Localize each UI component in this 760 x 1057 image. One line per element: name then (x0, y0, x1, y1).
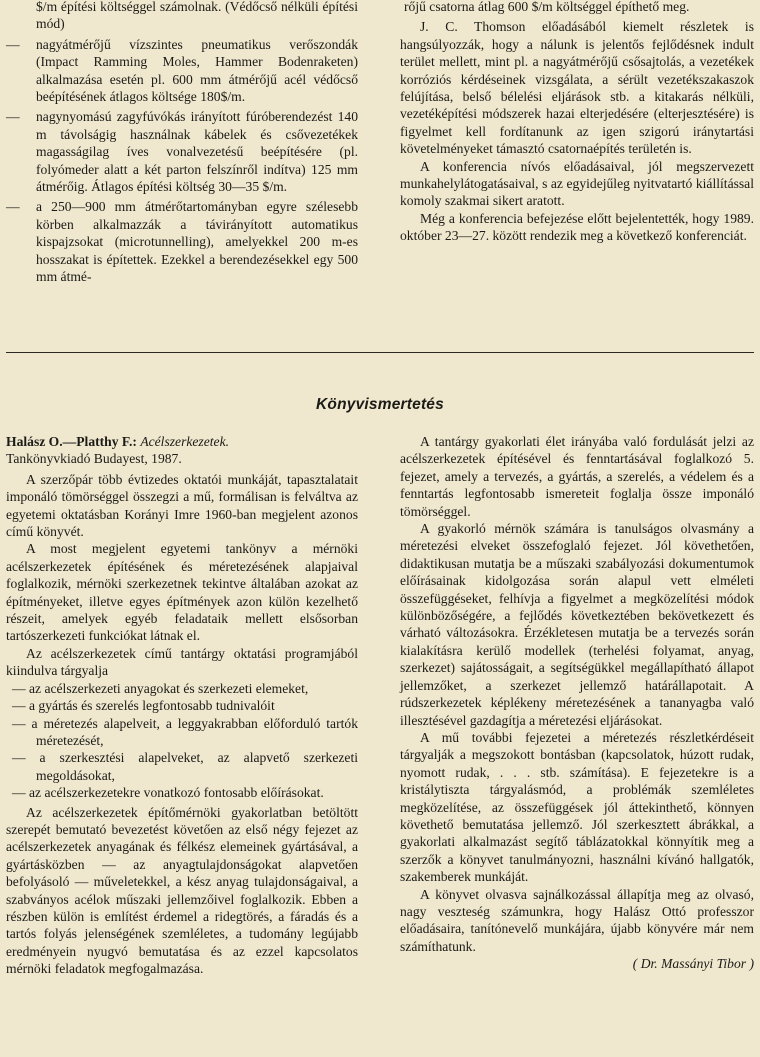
paragraph: Még a konferencia befejezése előtt bejelentették, hogy 1989. október 23—27. között rendezik meg a következő konferenciát. (400, 210, 754, 244)
paragraph: Az acélszerkezetek építőmérnöki gyakorlatban betöltött szerepét bemutató bevezetést követően az első négy fejezet az acélszerkezetek anyagának és félkész elemeinek gyártásával, a gyártásközben — az anyagtulajdonságokat alapvetően befolyásoló — műveletekkel, a kész anyag tulajdonságaival, a szabványos acélok műszaki jellemzőivel foglalkozik. Ebben a részben külön is említést érdemel a ridegtörés, a fáradás és a tartós folyás jelenségének szemléletes, a tudomány legújabb eredményein nyugvó bemutatása és az ezzel kapcsolatos mérnöki feladatok megfogalmazása. (6, 804, 358, 977)
list-item (6, 108, 358, 195)
reviewer-signature: ( Dr. Massányi Tibor ) (632, 956, 754, 972)
top-right-column (400, 0, 754, 245)
review-left-column (6, 433, 358, 978)
list-item: — a gyártás és szerelés legfontosabb tudnivalóit (12, 698, 275, 714)
section-title: Könyvismertetés (316, 396, 444, 413)
top-left-column (6, 0, 358, 286)
paragraph: J. C. Thomson előadásából kiemelt részletek is hangsúlyozzák, hogy a nálunk is jelentős fejlődésnek indult terület mellett, mint pl. a nagyátmérőjű csősajtolás, a vezetékek korróziós kérdéseinek vizsgálata, a sérült vezetékszakaszok felújítása, belső bélelési eljárások stb. a kitakarás nélküli, vezetéképítési módszerek hazai elterjedésére (elterjesztésére) is figyelmet kell fordítanunk az igen szigorú iránytartási követelményeket támasztó csatornaépítés területén is. (400, 19, 754, 157)
top-right-lead: rőjű csatorna átlag 600 $/m költséggel építhető meg. (404, 0, 690, 14)
paragraph: A konferencia nívós előadásaival, jól megszervezett munkahelylátogatásaival, s az egyidejűleg nyitvatartó kiállítással komoly szakmai sikert aratott. (400, 158, 754, 209)
book-authors: Halász O.—Platthy F.: (6, 434, 137, 449)
list-item-text: nagynyomású zagyfúvókás irányított fúróberendezést 140 m távolságig használnak kábelek és csővezetékek magasságilag íves vonalvezetésű beépítésére (pl. folyómeder alatt a két parton felszínről indítva) 125 mm átmérőig. Átlagos építési költség 30—35 $/m. (36, 109, 358, 195)
paragraph: Az acélszerkezetek című tantárgy oktatási programjából kiindulva tárgyalja (6, 645, 358, 679)
book-citation (6, 433, 358, 450)
list-item-text: a 250—900 mm átmérőtartományban egyre szélesebb körben alkalmazzák a távirányított automatikus kispajzsokat (microtunnelling), amelyekkel 200 m-es hosszakat is építettek. Ezekkel a berendezésekkel egy 500 mm átmé- (36, 199, 358, 285)
book-title: Acélszerkezetek. (140, 434, 229, 449)
dash-marker: — (6, 109, 20, 125)
top-left-lead: $/m építési költséggel számolnak. (Védőcső nélküli építési mód) (36, 0, 358, 32)
list-item: — a szerkesztési alapelveket, az alapvető szerkezeti megoldásokat, (12, 750, 358, 783)
paragraph: A gyakorló mérnök számára is tanulságos olvasmány a méretezési elveket összefoglaló fejezet. Jól követhetően, didaktikusan mutatja be a műszaki szabályozási dokumentumok előírásainak kidolgozása során alapul vett elméleti összefüggéseket, felhívja a figyelmet a megközelítési módok különbözőségére, a fejlődés következtében bekövetkezett és várható változásokra. Érzékletesen mutatja be a tervezés során kialakításra kerülő modellek (terhelési folyamat, anyag, szerkezet) sajátosságait, a segítségükkel megállapítható állapot jellemzőket, a szerkezet jellemző határállapotait. A rúdszerkezetek képlékeny méretezésének a tananyagba való illesztésével gazdagítja a méretezési eljárásokat. (400, 521, 754, 728)
dash-marker: — (6, 36, 20, 52)
book-publisher: Tankönyvkiadó Budayest, 1987. (6, 451, 182, 467)
section-divider (6, 352, 754, 353)
list-item (6, 36, 358, 106)
paragraph: A mű további fejezetei a méretezés részletkérdéseit tárgyalják a megszokott bontásban (kapcsolatok, húzott rudak, nyomott rudak, . . . stb. számítása). E fejezetekre is a kristálytiszta tárgyalásmód, a problémák szemléletes megközelítése, az összefüggések jól áttekinthető, könnyen követhető bemutatása jellemző. Jól szerkesztett ábrákkal, a gyakorlati alkalmazást segítő táblázatokkal könnyítik meg a szerzők a könyvet tanulmányozni, használni kívánó hallgatók, szakemberek munkáját. (400, 729, 754, 885)
list-item (6, 198, 358, 285)
paragraph: A szerzőpár több évtizedes oktatói munkáját, tapasztalatait imponáló tömörséggel összegzi a mű, formálisan is felváltva az egyetemi oktatásban Korányi Imre 1960-ban megjelent azonos című könyvét. (6, 471, 358, 540)
list-item: — az acélszerkezetekre vonatkozó fontosabb előírásokat. (12, 785, 324, 801)
dash-marker: — (6, 199, 20, 215)
list-item: — az acélszerkezeti anyagokat és szerkezeti elemeket, (12, 680, 309, 696)
paragraph: A most megjelent egyetemi tankönyv a mérnöki acélszerkezetek építésének és méretezésének alapjaival foglalkozik, mérnöki szerkezetnek tekintve általában azokat az építményeket, illetve egyes építmények azon külön kezelhető részeit, amelyek egyéb feladataik mellett elsősorban tartószerkezeti funkciókat látnak el. (6, 541, 358, 644)
list-item-text: nagyátmérőjű vízszintes pneumatikus verőszondák (Impact Ramming Moles, Hammer Bodenraketen) alkalmazása esetén pl. 600 mm átmérőjű acél védőcső beépítésének átlagos költsége 180$/m. (36, 36, 358, 105)
review-right-column (400, 433, 754, 973)
paragraph: A könyvet olvasva sajnálkozással állapítja meg az olvasó, nagy veszteség számunkra, hogy Halász Ottó professzor előadásaira, tanítónevelő munkájára, újabb könyvére már nem számíthatunk. (400, 886, 754, 954)
list-item: — a méretezés alapelveit, a leggyakrabban előforduló tartók méretezését, (12, 715, 358, 748)
paragraph: A tantárgy gyakorlati élet irányába való fordulását jelzi az acélszerkezetek építésével és fenntartásával foglalkozó 5. fejezet, amely a tervezés, a gyártás, a szerelés, a védelem és a fenntartás legfontosabb ismereteit foglalja össze imponáló tömörséggel. (400, 434, 754, 519)
